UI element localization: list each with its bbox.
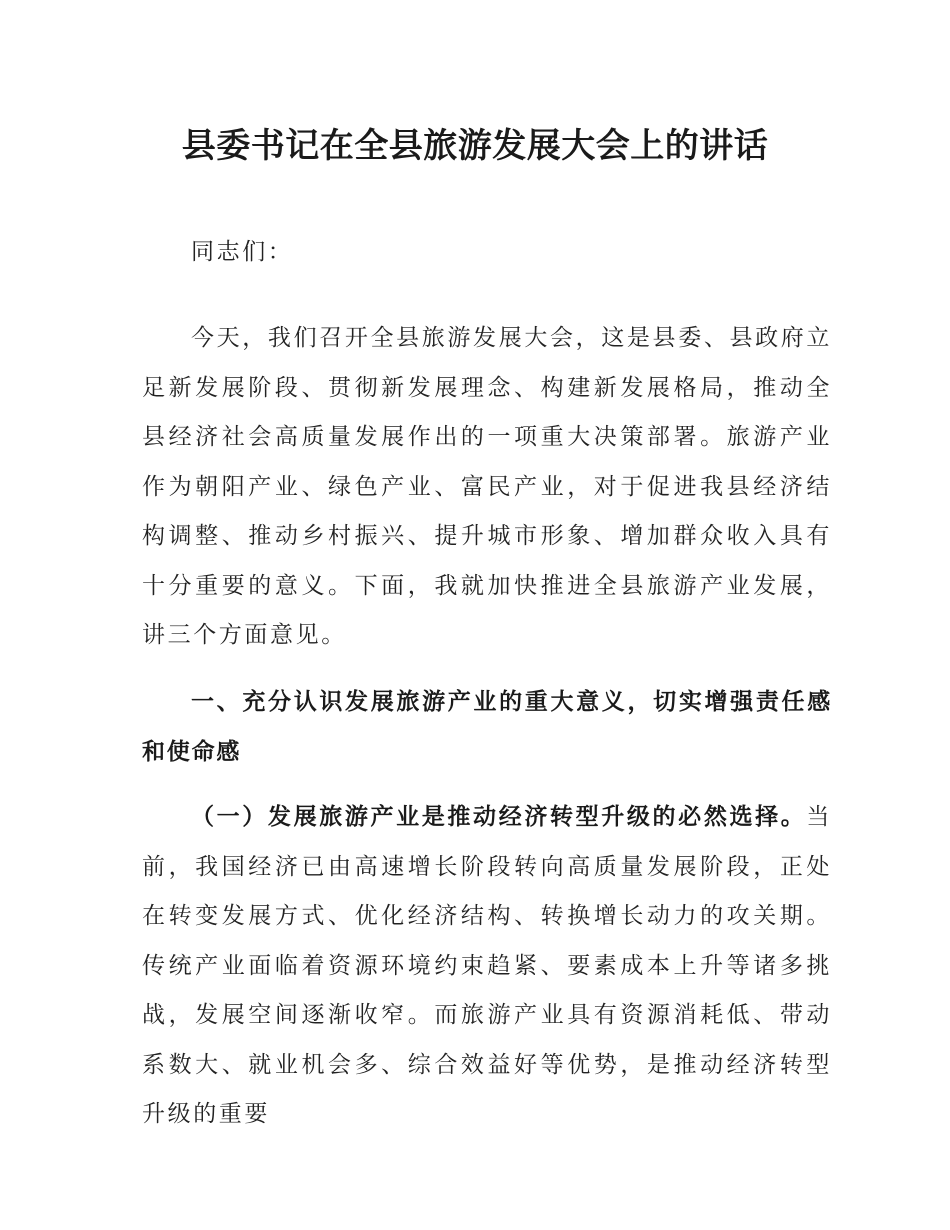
intro-paragraph-text: 今天，我们召开全县旅游发展大会，这是县委、县政府立足新发展阶段、贯彻新发展理念、构建新发展格局，推动全县经济社会高质量发展作出的一项重大决策部署。旅游产业作为朝阳产业、绿色产业、富民产业，对于促进我县经济结构调整、推动乡村振兴、提升城市形象、增加群众收入具有十分重要的意义。下面，我就加快推进全县旅游产业发展，讲三个方面意见。 — [142, 325, 832, 648]
subsection-one-body: 当前，我国经济已由高速增长阶段转向高质量发展阶段，正处在转变发展方式、优化经济结构、转换增长动力的攻关期。传统产业面临着资源环境约束趋紧、要素成本上升等诸多挑战，发展空间逐渐收窄。而旅游产业具有资源消耗低、带动系数大、就业机会多、综合效益好等优势，是推动经济转型升级的重要 — [142, 804, 832, 1127]
salutation-text: 同志们： — [191, 239, 294, 265]
subsection-one-paragraph — [142, 793, 832, 1140]
section-one-heading — [142, 678, 832, 777]
intro-paragraph — [142, 314, 832, 661]
section-one-heading-text: 一、充分认识发展旅游产业的重大意义，切实增强责任感和使命感 — [142, 689, 832, 765]
subsection-one-text — [142, 793, 832, 1140]
salutation — [142, 228, 832, 278]
document-title: 县委书记在全县旅游发展大会上的讲话 — [181, 126, 769, 166]
subsection-one-heading: （一）发展旅游产业是推动经济转型升级的必然选择。 — [191, 804, 807, 830]
